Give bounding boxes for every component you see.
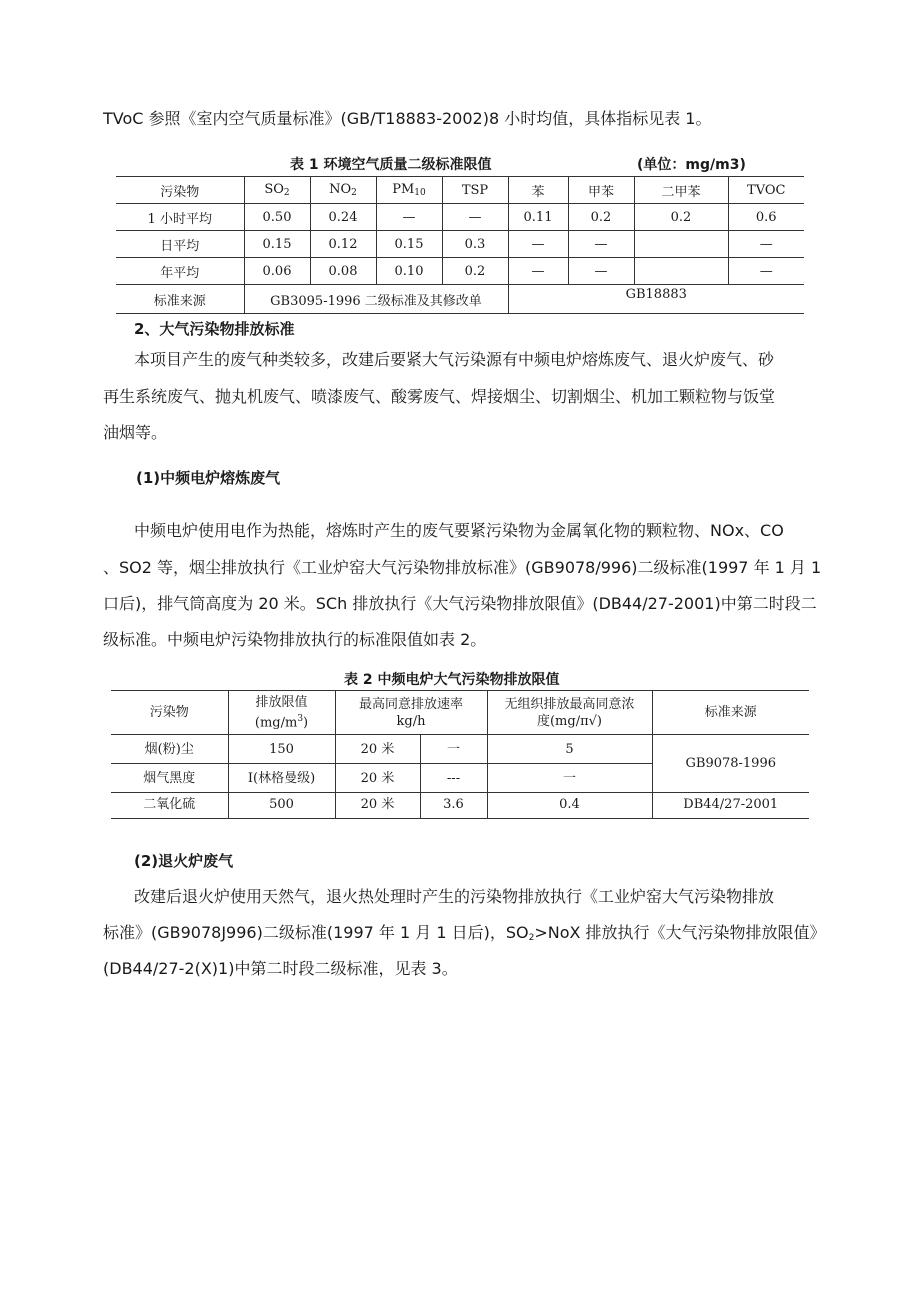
para3-line-2: 标准》(GB9078J996)二级标准(1997 年 1 月 1 日后)，$SO_2>NoX$ 排放执行《大气污染物排放限值》 xyxy=(103,923,826,943)
table-cell: — xyxy=(728,258,804,285)
para2-line-1: 中频电炉使用电作为热能，熔炼时产生的废气要紧污染物为金属氧化物的颗粒物、NOx、CO xyxy=(134,521,784,540)
table2-header-conc xyxy=(487,691,652,735)
table-cell: 烟(粉)尘 xyxy=(111,735,228,764)
table2-header-conc-line1: 无组织排放最高同意浓 xyxy=(504,696,635,712)
table-cell: 150 xyxy=(228,735,335,764)
table-cell: 0.6 xyxy=(728,204,804,231)
table-cell: — xyxy=(508,258,568,285)
table-cell: 0.15 xyxy=(376,231,442,258)
table2-header-row xyxy=(111,691,809,735)
table2-header-source: 标准来源 xyxy=(652,691,809,735)
table2-header-rate-line1: 最高同意排放速率 xyxy=(358,696,463,712)
intro-line: TVoC 参照《室内空气质量标准》(GB/T18883-2002)8 小时均值，具体指标见表 1。 xyxy=(103,109,712,128)
table1-source-row xyxy=(116,285,804,314)
table-cell: 5 xyxy=(487,735,652,764)
table-cell: 二氧化硫 xyxy=(111,793,228,819)
table-row xyxy=(111,793,809,819)
table-cell: 一 xyxy=(487,764,652,793)
table-row xyxy=(116,231,804,258)
table-cell: — xyxy=(728,231,804,258)
para1-line-1: 本项目产生的废气种类较多，改建后要紧大气污染源有中频电炉熔炼废气、退火炉废气、砂 xyxy=(134,350,775,369)
table2-header-limit xyxy=(228,691,335,735)
subsection1-heading: (1)中频电炉熔炼废气 xyxy=(136,469,281,487)
table2-header-limit-line2: $(mg/m^3)$ xyxy=(254,713,309,731)
table-cell: 一 xyxy=(420,735,487,764)
table-cell: — xyxy=(376,204,442,231)
table-cell: 0.15 xyxy=(244,231,310,258)
table-cell xyxy=(634,231,728,258)
table-cell: — xyxy=(568,258,634,285)
para1-line-3: 油烟等。 xyxy=(103,423,168,442)
table-cell: — xyxy=(442,204,508,231)
para2-line-2: 、SO2 等，烟尘排放执行《工业炉窑大气污染物排放标准》(GB9078/996)二级标准(1997 年 1 月 1 xyxy=(103,558,822,577)
table-cell: 20 米 xyxy=(335,764,420,793)
table-row xyxy=(111,735,809,764)
table-cell: 0.24 xyxy=(310,204,376,231)
table-cell: 0.2 xyxy=(634,204,728,231)
table1-header-tsp: TSP xyxy=(442,177,508,204)
table-cell: 0.4 xyxy=(487,793,652,819)
table1-header-toluene: 甲苯 xyxy=(568,177,634,204)
table-cell: I(林格曼级) xyxy=(228,764,335,793)
table1-header-no2: $NO_2$ xyxy=(310,177,376,204)
table-cell: 日平均 xyxy=(116,231,244,258)
subsection2-heading: (2)退火炉废气 xyxy=(134,852,234,870)
table1-header-so2: $SO_2$ xyxy=(244,177,310,204)
table-row xyxy=(116,258,804,285)
table-cell: 0.50 xyxy=(244,204,310,231)
table2-header-rate xyxy=(335,691,487,735)
table-cell: 烟气黑度 xyxy=(111,764,228,793)
table1-header-benzene: 苯 xyxy=(508,177,568,204)
table-cell: --- xyxy=(420,764,487,793)
para3-line-3: (DB44/27-2(X)1)中第二时段二级标准，见表 3。 xyxy=(103,959,458,978)
table-cell: 3.6 xyxy=(420,793,487,819)
para2-line-4: 级标准。中频电炉污染物排放执行的标准限值如表 2。 xyxy=(103,630,487,649)
table2-header-pollutant: 污染物 xyxy=(111,691,228,735)
table-cell: 0.12 xyxy=(310,231,376,258)
table-cell: 0.06 xyxy=(244,258,310,285)
table-cell: — xyxy=(568,231,634,258)
table-cell: 20 米 xyxy=(335,793,420,819)
table-cell: 0.10 xyxy=(376,258,442,285)
table-cell: 500 xyxy=(228,793,335,819)
table1-header-tvoc: TVOC xyxy=(728,177,804,204)
table2-source-ab: GB9078-1996 xyxy=(652,735,809,793)
para3-line-1: 改建后退火炉使用天然气，退火热处理时产生的污染物排放执行《工业炉窑大气污染物排放 xyxy=(134,887,775,906)
table-cell: 0.2 xyxy=(442,258,508,285)
table2-header-limit-line1: 排放限值 xyxy=(255,694,308,710)
table1-header-pollutant: 污染物 xyxy=(116,177,244,204)
table1-source-a: GB3095-1996 二级标准及其修改单 xyxy=(244,285,508,314)
section2-heading: 2、大气污染物排放标准 xyxy=(134,320,295,338)
table1-source-label: 标准来源 xyxy=(116,285,244,314)
table2-source-c: DB44/27-2001 xyxy=(652,793,809,819)
table-cell: 年平均 xyxy=(116,258,244,285)
table-cell: — xyxy=(508,231,568,258)
table-row xyxy=(116,204,804,231)
table1 xyxy=(116,176,804,314)
table2-header-conc-line2: 度(mg/π√) xyxy=(536,713,602,729)
table2-header-rate-line2: kg/h xyxy=(396,713,426,729)
table-cell: 0.08 xyxy=(310,258,376,285)
table2 xyxy=(111,690,809,819)
table1-header-row xyxy=(116,177,804,204)
table-cell: 20 米 xyxy=(335,735,420,764)
table-cell: 1 小时平均 xyxy=(116,204,244,231)
table-cell: 0.3 xyxy=(442,231,508,258)
para2-line-3: 口后)，排气筒高度为 20 米。SCh 排放执行《大气污染物排放限值》(DB44/27-2001)中第二时段二 xyxy=(103,594,817,613)
table1-unit: (单位：mg/m3) xyxy=(637,157,746,173)
table-cell xyxy=(634,258,728,285)
para1-line-2: 再生系统废气、抛丸机废气、喷漆废气、酸雾废气、焊接烟尘、切割烟尘、机加工颗粒物与饭堂 xyxy=(103,387,776,406)
table1-header-xylene: 二甲苯 xyxy=(634,177,728,204)
table-cell: 0.11 xyxy=(508,204,568,231)
table-cell: 0.2 xyxy=(568,204,634,231)
table1-header-pm10: $PM_{10}$ xyxy=(376,177,442,204)
table1-source-b: GB18883 xyxy=(508,285,804,314)
table2-caption: 表 2 中频电炉大气污染物排放限值 xyxy=(344,672,560,688)
table1-caption: 表 1 环境空气质量二级标准限值 xyxy=(290,157,492,173)
